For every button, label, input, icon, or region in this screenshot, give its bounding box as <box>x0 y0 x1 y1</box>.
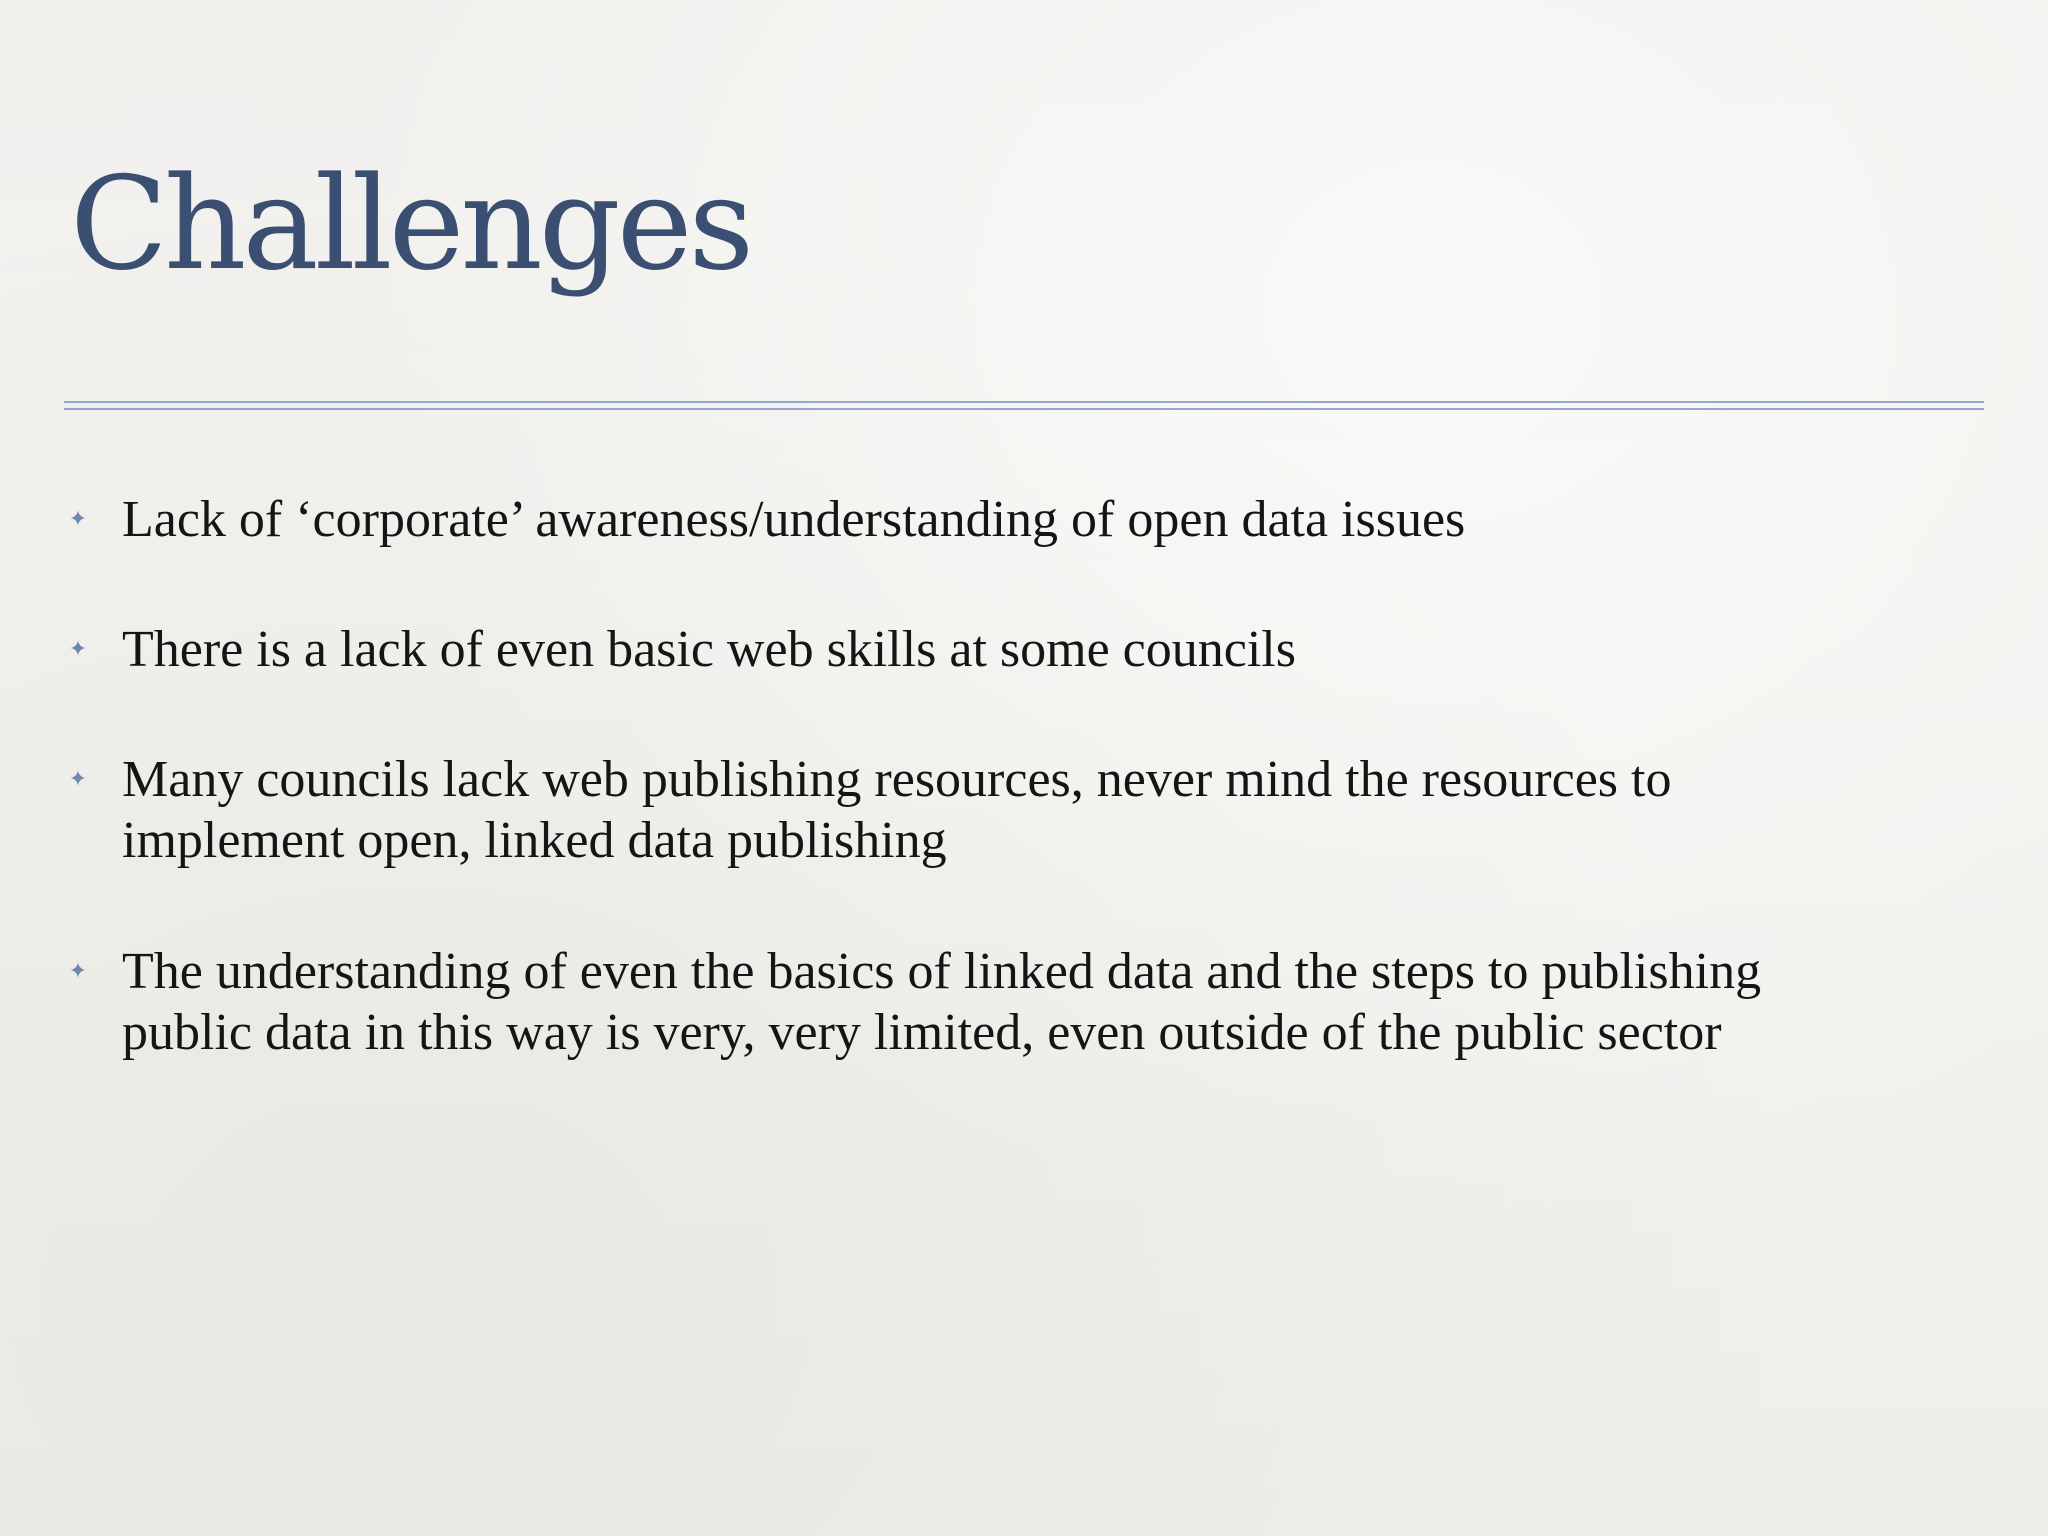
bullet-star-icon: ✦ <box>68 507 88 532</box>
bullet-text: Lack of ‘corporate’ awareness/understanding of open data issues <box>122 491 1466 548</box>
bullet-item <box>68 489 2002 550</box>
bullet-star-icon: ✦ <box>68 637 88 662</box>
bullet-item <box>68 941 2002 1063</box>
bullet-item <box>68 749 2002 871</box>
bullet-star-icon: ✦ <box>68 959 88 984</box>
bullet-item <box>68 619 2002 680</box>
bullet-text: There is a lack of even basic web skills at some councils <box>122 621 1296 678</box>
title-divider <box>64 401 1984 411</box>
slide-title: Challenges <box>70 150 751 299</box>
bullet-text: Many councils lack web publishing resources, never mind the resources to implement open, linked data publishing <box>122 751 1672 869</box>
divider-line-top <box>64 401 1984 403</box>
bullet-text: The understanding of even the basics of linked data and the steps to publishing public data in this way is very, very limited, even outside of the public sector <box>122 943 1762 1061</box>
divider-line-bottom <box>64 408 1984 410</box>
bullet-star-icon: ✦ <box>68 767 88 792</box>
